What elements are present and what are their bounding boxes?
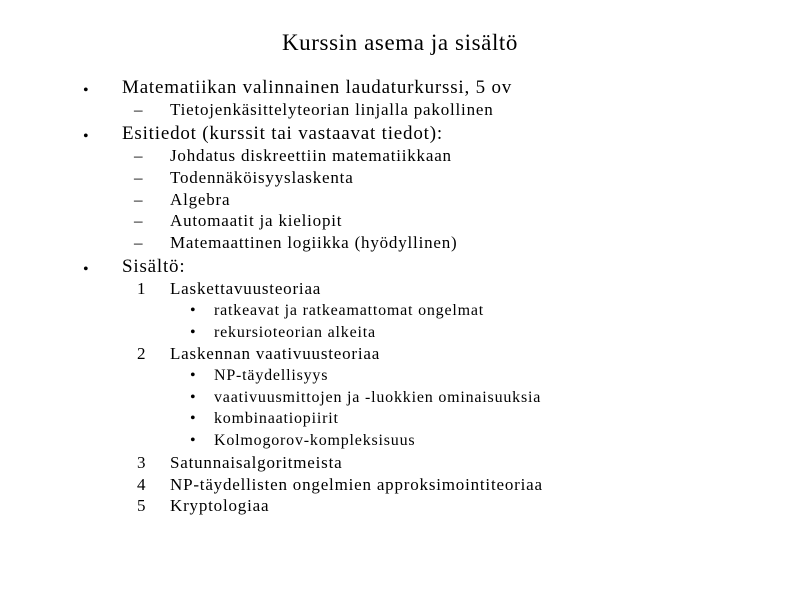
sub-item: Algebra [170,190,231,209]
sub-item: Kryptologiaa [170,496,270,515]
sub-sub-item: NP-täydellisyys [214,367,329,384]
sub-item: Laskettavuusteoriaa [170,279,322,298]
number-marker: 5 [137,496,146,515]
slide-title: Kurssin asema ja sisältö [281,30,519,55]
sub-sub-item: Kolmogorov-kompleksisuus [214,432,416,449]
dash-icon: – [134,211,143,230]
dash-icon: – [134,100,143,119]
sub-sub-item: ratkeavat ja ratkeamattomat ongelmat [214,302,485,319]
bullet-item: Sisältö: [122,256,186,277]
bullet-icon: • [83,128,89,145]
bullet-item: Matematiikan valinnainen laudaturkurssi, 5 ov [122,77,513,98]
sub-item: Laskennan vaativuusteoriaa [170,344,381,363]
sub-sub-item: rekursioteorian alkeita [214,324,376,341]
sub-item: Todennäköisyyslaskenta [170,168,354,187]
sub-item: Matemaattinen logiikka (hyödyllinen) [170,233,458,252]
dash-icon: – [134,146,143,165]
dash-icon: – [134,190,143,209]
dash-icon: – [134,233,143,252]
sub-item: NP-täydellisten ongelmien approksimointiteoriaa [170,475,543,494]
bullet-icon: • [190,324,196,341]
number-marker: 1 [137,279,146,298]
bullet-icon: • [190,367,196,384]
bullet-icon: • [83,261,89,278]
number-marker: 3 [137,453,146,472]
sub-item: Johdatus diskreettiin matematiikkaan [170,146,452,165]
sub-item: Automaatit ja kieliopit [170,211,343,230]
sub-item: Tietojenkäsittelyteorian linjalla pakollinen [170,100,494,119]
dash-icon: – [134,168,143,187]
sub-item: Satunnaisalgoritmeista [170,453,343,472]
bullet-item: Esitiedot (kurssit tai vastaavat tiedot): [122,123,443,144]
bullet-icon: • [83,82,89,99]
number-marker: 4 [137,475,146,494]
bullet-icon: • [190,410,196,427]
sub-sub-item: kombinaatiopiirit [214,410,339,427]
bullet-icon: • [190,389,196,406]
bullet-icon: • [190,302,196,319]
sub-sub-item: vaativuusmittojen ja -luokkien ominaisuuksia [214,389,542,406]
bullet-icon: • [190,432,196,449]
number-marker: 2 [137,344,146,363]
